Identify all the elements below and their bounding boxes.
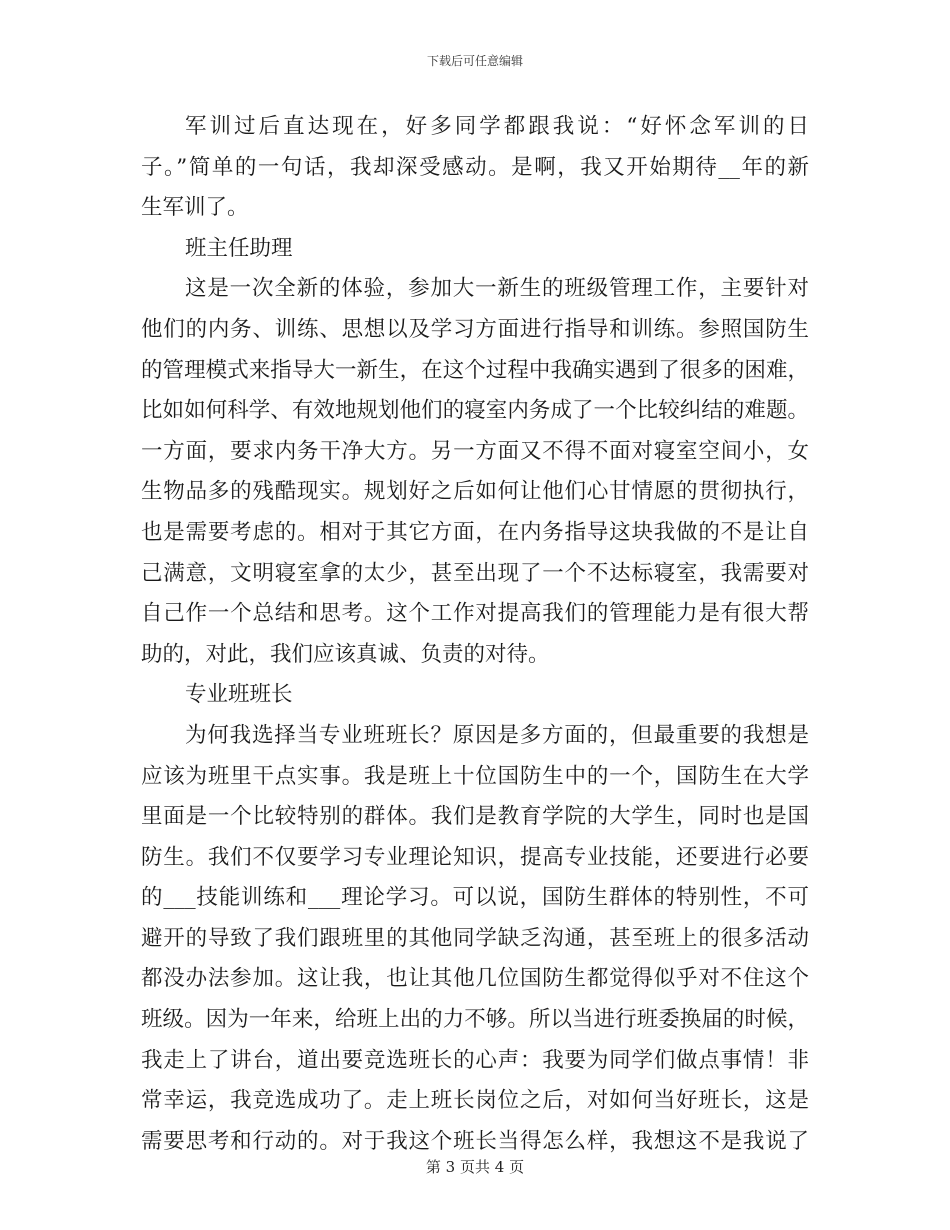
text-line: 需要思考和行动的。对于我这个班长当得怎么样，我想这不是我说了 [141,1128,809,1154]
text-line: 助的，对此，我们应该真诚、负责的对待。 [141,641,550,667]
text-line: 避开的导致了我们跟班里的其他同学缺乏沟通，甚至班上的很多活动 [141,925,809,951]
text-line: 生物品多的残酷现实。规划好之后如何让他们心甘情愿的贯彻执行， [141,479,809,505]
text-line: 应该为班里干点实事。我是班上十位国防生中的一个，国防生在大学 [141,763,809,789]
document-body [141,107,809,1162]
text-line: 里面是一个比较特别的群体。我们是教育学院的大学生，同时也是国 [141,804,809,830]
text-line: 的___技能训练和___理论学习。可以说，国防生群体的特别性，不可 [141,885,809,911]
text-line: 自己作一个总结和思考。这个工作对提高我们的管理能力是有很大帮 [141,601,809,627]
text-line: 防生。我们不仅要学习专业理论知识，提高专业技能，还要进行必要 [141,844,809,870]
text-line: 军训过后直达现在，好多同学都跟我说：“好怀念军训的日 [185,114,809,139]
text-line: 这是一次全新的体验，参加大一新生的班级管理工作，主要针对 [185,276,809,302]
text-line: 的管理模式来指导大一新生，在这个过程中我确实遇到了很多的困难， [141,357,809,383]
text-line: 比如如何科学、有效地规划他们的寝室内务成了一个比较纠结的难题。 [141,398,809,424]
text-line: 子。”简单的一句话，我却深受感动。是啊，我又开始期待__年的新 [141,154,809,180]
text-line: 常幸运，我竞选成功了。走上班长岗位之后，对如何当好班长，这是 [141,1088,809,1114]
text-line: 为何我选择当专业班班长？原因是多方面的，但最重要的我想是 [185,722,809,748]
text-line: 己满意，文明寝室拿的太少，甚至出现了一个不达标寝室，我需要对 [141,560,809,586]
text-line: 他们的内务、训练、思想以及学习方面进行指导和训练。参照国防生 [141,316,809,342]
section-heading: 班主任助理 [185,235,293,261]
section-heading: 专业班班长 [185,682,293,708]
text-line: 也是需要考虑的。相对于其它方面，在内务指导这块我做的不是让自 [141,519,809,545]
text-line: 都没办法参加。这让我，也让其他几位国防生都觉得似乎对不住这个 [141,966,809,992]
text-line: 一方面，要求内务干净大方。另一方面又不得不面对寝室空间小，女 [141,438,809,464]
text-line: 生军训了。 [141,195,249,221]
page-header-note: 下载后可任意编辑 [426,54,523,68]
text-line: 班级。因为一年来，给班上出的力不够。所以当进行班委换届的时候， [141,1007,809,1033]
text-line: 我走上了讲台，道出要竞选班长的心声：我要为同学们做点事情！非 [141,1047,809,1073]
page-number: 第 3 页共 4 页 [425,1158,525,1176]
